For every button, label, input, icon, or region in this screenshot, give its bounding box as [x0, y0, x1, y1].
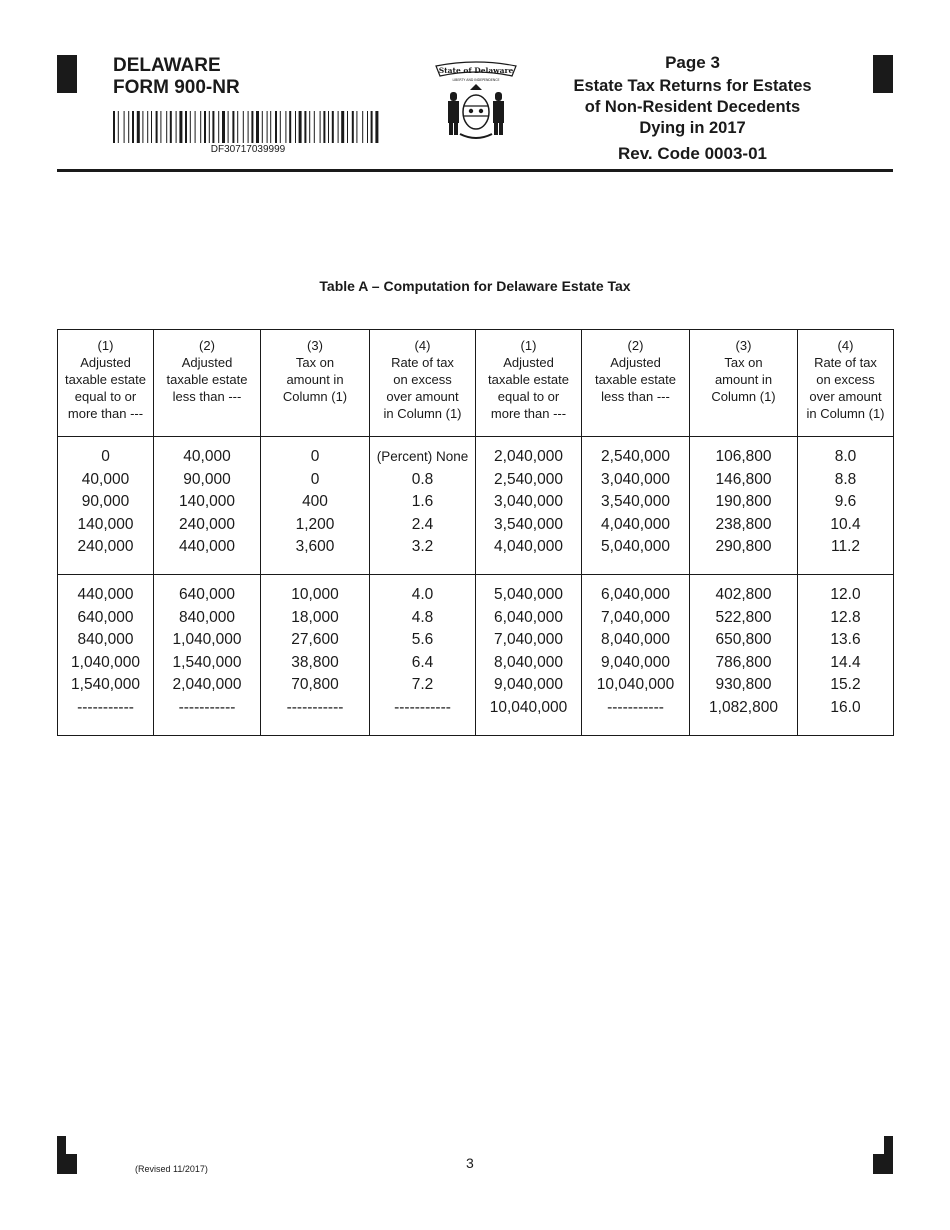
table-cell	[154, 575, 261, 736]
cell-value: 440,000	[77, 586, 134, 603]
cell-value: 840,000	[178, 608, 236, 626]
cell-value: 7.2	[411, 676, 434, 693]
cell-value: 3,540,000	[601, 493, 670, 510]
column-header	[798, 330, 894, 437]
delaware-seal-icon	[430, 58, 522, 142]
cell-value: 140,000	[178, 493, 236, 510]
cell-value: 6,040,000	[494, 608, 563, 626]
cell-value: 9,040,000	[601, 653, 670, 671]
table-cell	[798, 575, 894, 736]
cell-value: -----------	[394, 698, 451, 716]
cell-value: 840,000	[77, 631, 134, 648]
barcode-bar	[113, 111, 115, 143]
table-cell	[370, 437, 476, 575]
table-cell	[58, 575, 154, 736]
barcode-bar	[289, 111, 291, 143]
cell-value: 2,540,000	[601, 448, 670, 465]
cell-value: 440,000	[178, 538, 236, 555]
table-cell	[154, 437, 261, 575]
column-header	[154, 330, 261, 437]
column-header-line: Column (1)	[711, 389, 776, 404]
column-header-line: equal to or	[497, 389, 560, 404]
barcode-bar	[371, 111, 373, 143]
cell-value: 190,800	[715, 493, 772, 510]
barcode-bar	[179, 111, 182, 143]
cell-value: 5,040,000	[494, 586, 563, 603]
barcode-bar	[176, 111, 177, 143]
cell-value: -----------	[607, 698, 664, 716]
barcode-bar	[142, 111, 143, 143]
barcode-bar	[132, 111, 134, 143]
barcode-bar	[267, 111, 268, 143]
table-cell	[261, 575, 370, 736]
column-header	[690, 330, 798, 437]
cell-value: 2,540,000	[494, 470, 563, 488]
column-header-line: Adjusted	[503, 355, 554, 370]
column-header-line: taxable estate	[166, 372, 248, 387]
barcode-bar	[332, 111, 334, 143]
barcode-bar	[124, 111, 125, 143]
barcode-bar	[352, 111, 354, 143]
barcode-bar	[328, 111, 329, 143]
table-cell	[476, 437, 582, 575]
cell-value: 12.0	[830, 586, 861, 603]
barcode-bar	[243, 111, 244, 143]
column-header-line: Tax on	[724, 355, 763, 370]
column-header-line: more than ---	[490, 406, 567, 421]
column-header-line: less than ---	[172, 389, 242, 404]
barcode-bar	[147, 111, 148, 143]
barcode-bar	[232, 111, 234, 143]
barcode-bar	[275, 111, 277, 143]
cell-value: 9.6	[834, 493, 857, 510]
column-header-line: Rate of tax	[814, 355, 877, 370]
cell-value: 402,800	[715, 586, 772, 603]
cell-value: 5.6	[411, 631, 434, 648]
barcode-bar	[314, 111, 315, 143]
column-header-line: Rate of tax	[391, 355, 454, 370]
table-cell	[582, 575, 690, 736]
cell-value: 3.2	[411, 538, 434, 555]
barcode-bar	[222, 111, 225, 143]
cell-value: 11.2	[830, 538, 861, 555]
barcode-bar	[160, 111, 161, 143]
barcode-bar	[323, 111, 325, 143]
cell-value: 400	[302, 493, 328, 510]
barcode-bar	[218, 111, 219, 143]
table-cell	[58, 437, 154, 575]
column-header-line: on excess	[393, 372, 452, 387]
state-name: DELAWARE	[113, 55, 221, 76]
corner-mark-bottom-left-foot	[57, 1154, 77, 1174]
barcode-bar	[209, 111, 210, 143]
barcode-bar	[295, 111, 296, 143]
column-header-line: over amount	[809, 389, 882, 404]
form-title-line: Estate Tax Returns for Estates	[573, 77, 812, 95]
cell-value: 640,000	[77, 608, 134, 626]
cell-value: 4,040,000	[601, 515, 670, 533]
cell-value: 16.0	[830, 698, 861, 716]
barcode-bar	[248, 111, 249, 143]
cell-value: 3,040,000	[494, 493, 563, 510]
cell-value: 1,540,000	[172, 653, 242, 671]
table-cell	[582, 437, 690, 575]
form-number: FORM 900-NR	[113, 77, 240, 98]
barcode-bar	[170, 111, 172, 143]
column-header-line: Adjusted	[80, 355, 131, 370]
barcode-bar	[304, 111, 306, 143]
cell-value: 290,800	[715, 538, 772, 555]
barcode-bar	[166, 111, 167, 143]
form-title	[540, 76, 845, 139]
barcode-bar	[195, 111, 196, 143]
page-label: Page 3	[665, 53, 720, 72]
revision-code: Rev. Code 0003-01	[618, 144, 767, 163]
form-header-left	[113, 55, 240, 99]
column-header-line: in Column (1)	[806, 406, 885, 421]
cell-value: -----------	[77, 698, 134, 716]
barcode-bar	[338, 111, 339, 143]
column-header-line: more than ---	[67, 406, 144, 421]
cell-value: 1.6	[411, 493, 434, 510]
table-title: Table A – Computation for Delaware Estate Tax	[319, 278, 631, 294]
cell-value: 12.8	[830, 608, 861, 626]
column-header-line: (3)	[735, 338, 752, 353]
barcode-bar	[262, 111, 263, 143]
cell-value: 238,800	[715, 515, 772, 533]
barcode-bar	[362, 111, 363, 143]
barcode-number: DF30717039999	[210, 144, 286, 155]
column-header-line: on excess	[816, 372, 875, 387]
barcode-bar	[285, 111, 286, 143]
cell-value: 4,040,000	[494, 538, 563, 555]
cell-value: 10,040,000	[596, 676, 675, 693]
barcode-bar	[128, 111, 129, 143]
column-header-line: equal to or	[74, 389, 137, 404]
cell-value: 38,800	[291, 653, 339, 671]
cell-value: -----------	[286, 698, 344, 716]
corner-mark-top-left-arm	[57, 55, 77, 63]
barcode-bar	[356, 111, 357, 143]
cell-value: 40,000	[183, 448, 231, 465]
barcode	[113, 111, 383, 143]
table-cell	[690, 437, 798, 575]
column-header-line: taxable estate	[65, 372, 146, 387]
column-header-line: in Column (1)	[383, 406, 462, 421]
header-divider	[57, 169, 893, 172]
column-header	[582, 330, 690, 437]
column-header-line: Adjusted	[181, 355, 233, 370]
column-header-line: amount in	[286, 372, 344, 387]
cell-value: 2,040,000	[494, 448, 563, 465]
barcode-bar	[204, 111, 206, 143]
form-title-line: of Non-Resident Decedents	[584, 98, 801, 116]
cell-value: 5,040,000	[601, 538, 670, 555]
column-header-line: (4)	[837, 338, 854, 353]
column-header-line: (4)	[414, 338, 431, 353]
column-header-line: (3)	[307, 338, 323, 353]
cell-value: -----------	[178, 698, 236, 716]
cell-value: 7,040,000	[601, 608, 670, 626]
table-row-group	[58, 575, 894, 736]
cell-value: 15.2	[830, 676, 861, 693]
corner-mark-bottom-right-foot	[873, 1154, 893, 1174]
column-header	[370, 330, 476, 437]
seal-banner-text: State of Delaware	[438, 66, 514, 75]
cell-value: 3,600	[295, 538, 335, 555]
cell-value: 3,540,000	[494, 515, 563, 533]
cell-value: 6.4	[411, 653, 434, 671]
barcode-bar	[237, 111, 238, 143]
cell-value: 40,000	[81, 470, 130, 488]
cell-value: 106,800	[715, 448, 772, 465]
barcode-bar	[212, 111, 214, 143]
column-header-line: less than ---	[601, 389, 670, 404]
barcode-bar	[251, 111, 253, 143]
cell-value: 0	[310, 448, 320, 465]
barcode-bar	[137, 111, 140, 143]
cell-value: 140,000	[77, 515, 134, 533]
cell-value: 0.8	[411, 470, 434, 488]
revised-date: (Revised 11/2017)	[135, 1164, 208, 1174]
cell-value: 240,000	[178, 515, 236, 533]
barcode-bar	[151, 111, 152, 143]
cell-value: 786,800	[715, 653, 772, 671]
table-cell	[261, 437, 370, 575]
column-header-line: taxable estate	[595, 372, 676, 387]
cell-value: 4.8	[411, 608, 434, 626]
column-header-line: (2)	[199, 338, 215, 353]
cell-value: 27,600	[291, 631, 339, 648]
barcode-bar	[185, 111, 187, 143]
corner-mark-top-right	[873, 55, 893, 93]
cell-value: 1,040,000	[71, 653, 140, 671]
barcode-bar	[118, 111, 119, 143]
barcode-bar	[228, 111, 229, 143]
column-header-line: (1)	[520, 338, 537, 353]
barcode-bar	[320, 111, 321, 143]
cell-value: 930,800	[715, 676, 772, 693]
cell-value: 240,000	[77, 538, 134, 555]
column-header	[261, 330, 370, 437]
column-header-line: Column (1)	[282, 389, 348, 404]
column-header-line: Tax on	[295, 355, 335, 370]
cell-value: 650,800	[715, 631, 772, 648]
cell-value: (Percent) None	[376, 449, 469, 464]
barcode-bar	[256, 111, 259, 143]
table-cell	[798, 437, 894, 575]
cell-value: 14.4	[830, 653, 861, 671]
cell-value: 6,040,000	[601, 586, 670, 603]
cell-value: 8.0	[834, 448, 857, 465]
cell-value: 18,000	[291, 608, 339, 626]
cell-value: 10,000	[291, 586, 339, 603]
cell-value: 90,000	[81, 493, 130, 510]
column-header-line: over amount	[386, 389, 459, 404]
cell-value: 8.8	[834, 470, 857, 488]
column-header	[476, 330, 582, 437]
cell-value: 2,040,000	[172, 676, 242, 693]
page-number: 3	[466, 1155, 474, 1171]
table-header-row	[58, 330, 894, 437]
barcode-bar	[280, 111, 281, 143]
cell-value: 146,800	[715, 470, 772, 488]
cell-value: 10.4	[830, 515, 861, 533]
cell-value: 9,040,000	[494, 676, 563, 693]
cell-value: 0	[101, 448, 110, 465]
form-header-right	[540, 53, 845, 165]
cell-value: 1,040,000	[172, 631, 242, 648]
barcode-bar	[375, 111, 378, 143]
cell-value: 522,800	[715, 608, 772, 626]
cell-value: 1,200	[295, 515, 335, 533]
cell-value: 1,082,800	[709, 698, 778, 716]
cell-value: 1,540,000	[71, 676, 140, 693]
cell-value: 8,040,000	[494, 653, 563, 671]
cell-value: 8,040,000	[601, 631, 670, 648]
cell-value: 13.6	[830, 631, 861, 648]
cell-value: 70,800	[291, 676, 339, 693]
cell-value: 10,040,000	[489, 698, 568, 716]
column-header-line: Adjusted	[610, 355, 661, 370]
barcode-bar	[299, 111, 302, 143]
cell-value: 0	[310, 470, 320, 488]
table-row-group	[58, 437, 894, 575]
barcode-bar	[367, 111, 368, 143]
barcode-bar	[156, 111, 158, 143]
column-header	[58, 330, 154, 437]
barcode-bar	[270, 111, 271, 143]
cell-value: 3,040,000	[601, 470, 670, 488]
cell-value: 640,000	[178, 586, 236, 603]
barcode-bar	[190, 111, 191, 143]
column-header-line: (1)	[97, 338, 114, 353]
table-cell	[690, 575, 798, 736]
table-cell	[370, 575, 476, 736]
column-header-line: amount in	[714, 372, 773, 387]
barcode-bar	[309, 111, 310, 143]
form-title-line: Dying in 2017	[639, 119, 746, 137]
barcode-bar	[341, 111, 344, 143]
barcode-bar	[347, 111, 348, 143]
column-header-line: (2)	[627, 338, 644, 353]
column-header-line: taxable estate	[488, 372, 569, 387]
cell-value: 2.4	[411, 515, 434, 533]
cell-value: 90,000	[183, 470, 231, 488]
table-cell	[476, 575, 582, 736]
barcode-bar	[200, 111, 201, 143]
cell-value: 4.0	[411, 586, 434, 603]
estate-tax-table	[57, 329, 894, 736]
cell-value: 7,040,000	[494, 631, 563, 648]
seal-motto-text: LIBERTY AND INDEPENDENCE	[452, 78, 500, 82]
